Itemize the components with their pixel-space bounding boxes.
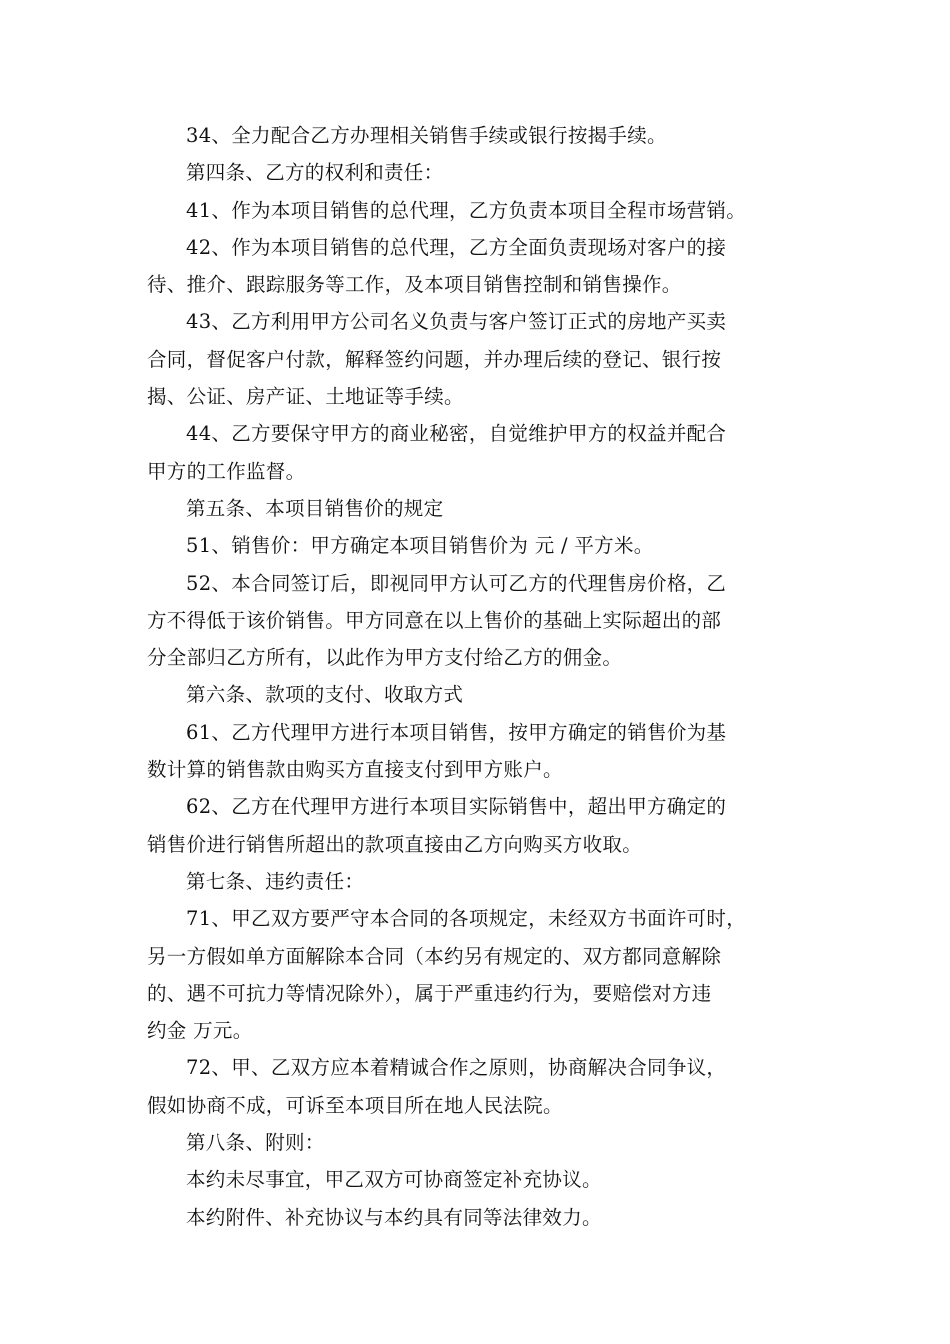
article-heading	[147, 490, 812, 527]
clause-paragraph	[147, 900, 812, 1049]
paragraph-line: 44、乙方要保守甲方的商业秘密，自觉维护甲方的权益并配合	[186, 422, 727, 446]
clause-paragraph	[147, 788, 812, 863]
paragraph-line: 41、作为本项目销售的总代理，乙方负责本项目全程市场营销。	[186, 198, 747, 222]
clause-paragraph	[147, 565, 812, 677]
paragraph-line: 待、推介、跟踪服务等工作，及本项目销售控制和销售操作。	[147, 273, 682, 297]
clause-paragraph	[147, 229, 812, 304]
paragraph-line: 数计算的销售款由购买方直接支付到甲方账户。	[147, 758, 563, 782]
paragraph-line: 71、甲乙双方要严守本合同的各项规定，未经双方书面许可时，	[186, 907, 747, 931]
clause-paragraph	[147, 303, 812, 415]
article-heading	[147, 676, 812, 713]
article-heading	[147, 863, 812, 900]
paragraph-line: 约金 万元。	[147, 1019, 253, 1043]
article-heading	[147, 1124, 812, 1161]
paragraph-line: 甲方的工作监督。	[147, 459, 306, 483]
paragraph-line: 的、遇不可抗力等情况除外），属于严重违约行为，要赔偿对方违	[147, 981, 712, 1005]
paragraph-line: 方不得低于该价销售。甲方同意在以上售价的基础上实际超出的部	[147, 608, 722, 632]
paragraph-line: 第五条、本项目销售价的规定	[186, 496, 444, 520]
clause-paragraph	[147, 192, 812, 229]
paragraph-line: 第八条、附则：	[186, 1131, 325, 1155]
paragraph-line: 62、乙方在代理甲方进行本项目实际销售中，超出甲方确定的	[186, 795, 727, 819]
paragraph-line: 销售价进行销售所超出的款项直接由乙方向购买方收取。	[147, 832, 643, 856]
paragraph-line: 第七条、违约责任：	[186, 869, 365, 893]
paragraph-line: 分全部归乙方所有，以此作为甲方支付给乙方的佣金。	[147, 646, 623, 670]
clause-paragraph	[147, 415, 812, 490]
clause-paragraph	[147, 1199, 812, 1236]
article-heading	[147, 154, 812, 191]
clause-paragraph	[147, 117, 812, 154]
paragraph-line: 本约附件、补充协议与本约具有同等法律效力。	[186, 1205, 602, 1229]
paragraph-line: 72、甲、乙双方应本着精诚合作之原则，协商解决合同争议，	[186, 1056, 727, 1080]
document-body	[147, 117, 812, 1236]
paragraph-line: 第六条、款项的支付、收取方式	[186, 683, 464, 707]
clause-paragraph	[147, 1161, 812, 1198]
paragraph-line: 51、销售价：甲方确定本项目销售价为 元 / 平方米。	[186, 534, 654, 558]
paragraph-line: 第四条、乙方的权利和责任：	[186, 161, 444, 185]
paragraph-line: 假如协商不成，可诉至本项目所在地人民法院。	[147, 1093, 563, 1117]
paragraph-line: 34、全力配合乙方办理相关销售手续或银行按揭手续。	[186, 124, 667, 147]
clause-paragraph	[147, 714, 812, 789]
clause-paragraph	[147, 1049, 812, 1124]
paragraph-line: 61、乙方代理甲方进行本项目销售，按甲方确定的销售价为基	[186, 720, 727, 744]
clause-paragraph	[147, 527, 812, 564]
paragraph-line: 另一方假如单方面解除本合同（本约另有规定的、双方都同意解除	[147, 944, 722, 968]
paragraph-line: 合同，督促客户付款，解释签约问题，并办理后续的登记、银行按	[147, 347, 722, 371]
paragraph-line: 本约未尽事宜，甲乙双方可协商签定补充协议。	[186, 1168, 602, 1192]
paragraph-line: 42、作为本项目销售的总代理，乙方全面负责现场对客户的接	[186, 235, 727, 259]
paragraph-line: 52、本合同签订后，即视同甲方认可乙方的代理售房价格，乙	[186, 571, 727, 595]
paragraph-line: 43、乙方利用甲方公司名义负责与客户签订正式的房地产买卖	[186, 310, 727, 334]
paragraph-line: 揭、公证、房产证、土地证等手续。	[147, 385, 464, 409]
